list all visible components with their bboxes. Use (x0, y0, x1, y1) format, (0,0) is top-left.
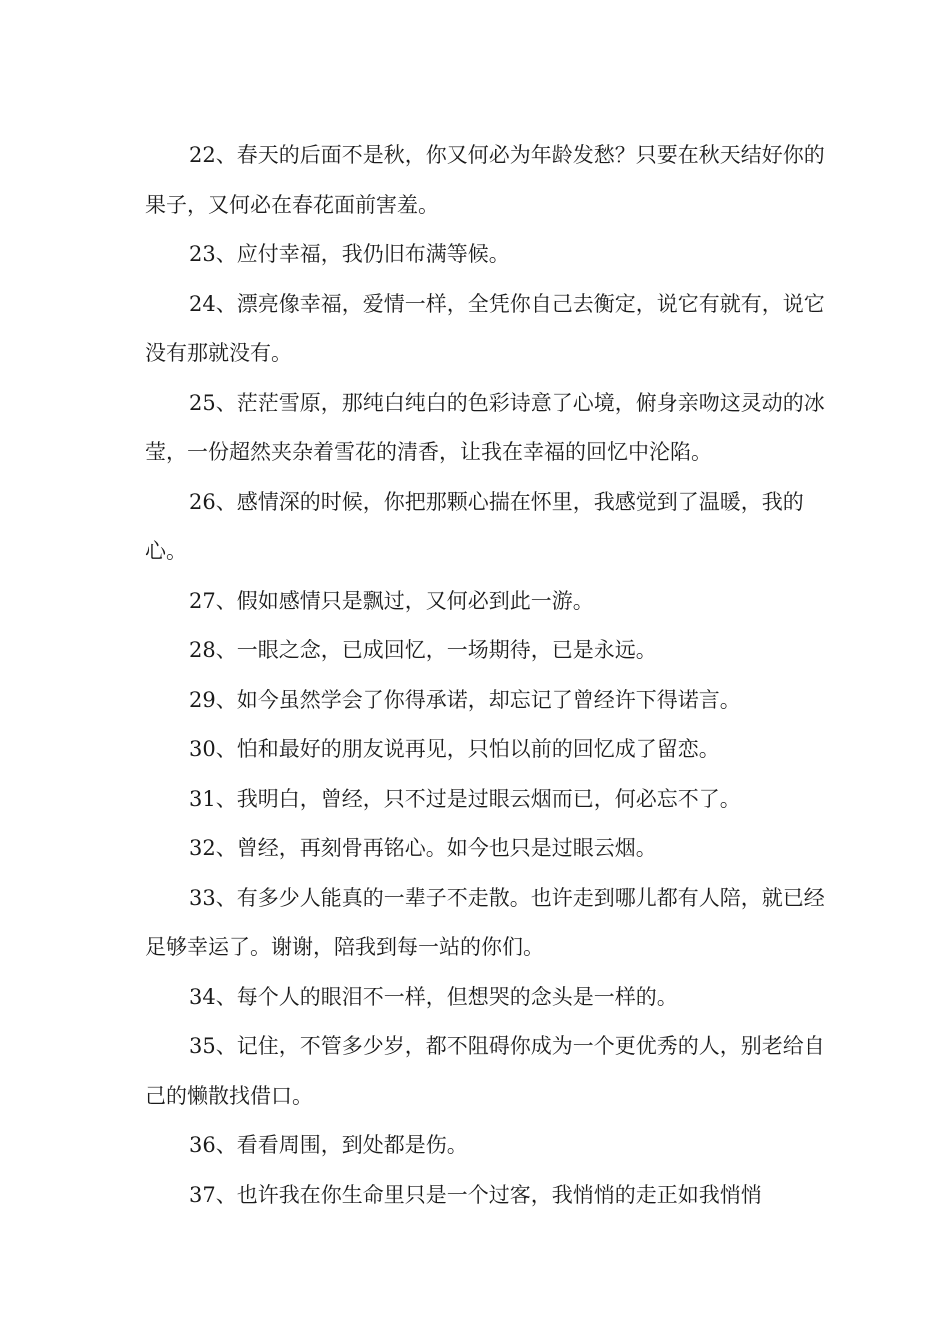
paragraph-33: 33、有多少人能真的一辈子不走散。也许走到哪儿都有人陪，就已经足够幸运了。谢谢，陪我到每一站的你们。 (145, 885, 825, 959)
paragraph-24: 24、漂亮像幸福，爱情一样，全凭你自己去衡定，说它有就有，说它没有那就没有。 (145, 291, 825, 365)
paragraph-36: 36、看看周围，到处都是伤。 (189, 1133, 468, 1157)
paragraph-31: 31、我明白，曾经，只不过是过眼云烟而已，何必忘不了。 (189, 786, 741, 811)
paragraph-23: 23、应付幸福，我仍旧布满等候。 (189, 242, 510, 266)
paragraph-28: 28、一眼之念，已成回忆，一场期待，已是永远。 (189, 638, 657, 662)
paragraph-34: 34、每个人的眼泪不一样，但想哭的念头是一样的。 (189, 984, 678, 1009)
paragraph-37: 37、也许我在你生命里只是一个过客，我悄悄的走正如我悄悄 (189, 1182, 762, 1207)
document-body (145, 131, 825, 1220)
paragraph-35: 35、记住，不管多少岁，都不阻碍你成为一个更优秀的人，别老给自己的懒散找借口。 (145, 1034, 825, 1108)
paragraph-30: 30、怕和最好的朋友说再见，只怕以前的回忆成了留恋。 (189, 737, 720, 761)
paragraph-27: 27、假如感情只是飘过，又何必到此一游。 (189, 588, 594, 613)
paragraph-32: 32、曾经，再刻骨再铭心。如今也只是过眼云烟。 (189, 836, 657, 860)
paragraph-22: 22、春天的后面不是秋，你又何必为年龄发愁？只要在秋天结好你的果子，又何必在春花面前害羞。 (145, 143, 825, 217)
paragraph-26: 26、感情深的时候，你把那颗心揣在怀里，我感觉到了温暖，我的心。 (145, 489, 804, 563)
paragraph-29: 29、如今虽然学会了你得承诺，却忘记了曾经许下得诺言。 (189, 687, 741, 712)
paragraph-25: 25、茫茫雪原，那纯白纯白的色彩诗意了心境，俯身亲吻这灵动的冰莹，一份超然夹杂着雪花的清香，让我在幸福的回忆中沦陷。 (145, 390, 825, 464)
